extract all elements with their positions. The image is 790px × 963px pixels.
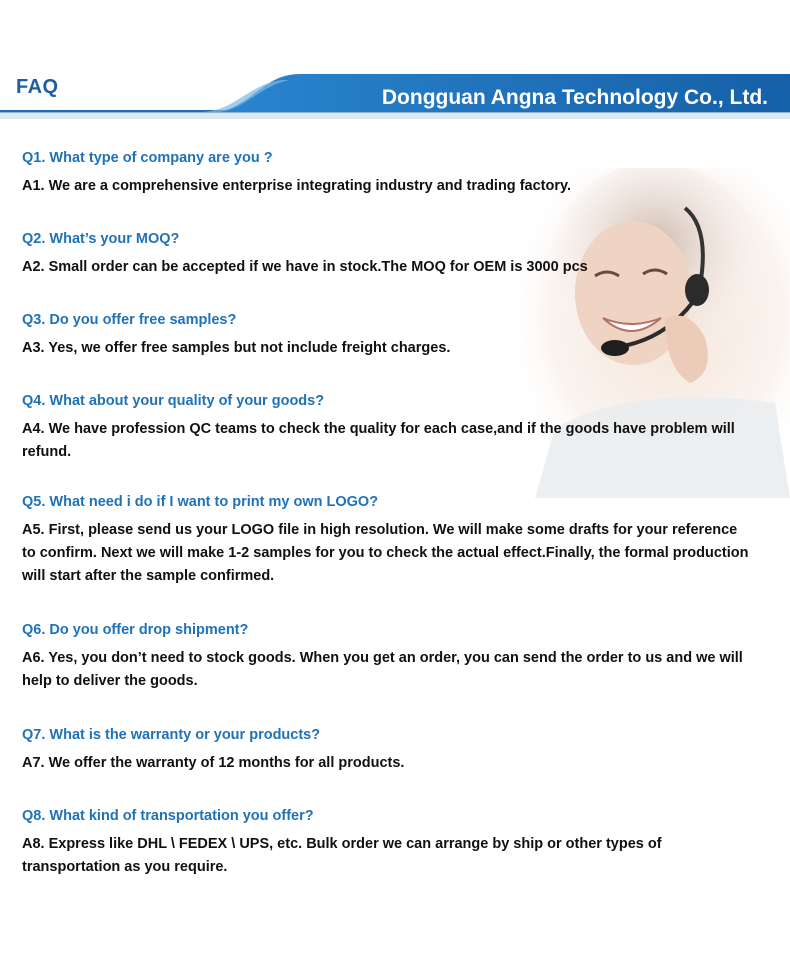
faq-answer-5: A5. First, please send us your LOGO file in high resolution. We will make some drafts for your reference to confirm. Next we will make 1-2 samples for you to check the actual effect.Finally, the formal production will start after the sample confirmed. <box>22 522 749 584</box>
faq-question-3: Q3. Do you offer free samples? <box>22 312 237 328</box>
faq-item-2 <box>22 229 752 279</box>
faq-item-1 <box>22 148 752 198</box>
faq-answer-3: A3. Yes, we offer free samples but not include freight charges. <box>22 340 451 356</box>
faq-title: FAQ <box>16 76 59 98</box>
faq-answer-7: A7. We offer the warranty of 12 months for all products. <box>22 755 405 771</box>
faq-answer-6: A6. Yes, you don’t need to stock goods. When you get an order, you can send the order to us and we will help to deliver the goods. <box>22 650 743 689</box>
faq-question-4: Q4. What about your quality of your goods? <box>22 393 325 409</box>
faq-question-8: Q8. What kind of transportation you offer? <box>22 808 314 824</box>
faq-question-6: Q6. Do you offer drop shipment? <box>22 622 249 638</box>
faq-answer-1: A1. We are a comprehensive enterprise integrating industry and trading factory. <box>22 178 571 194</box>
faq-answer-2: A2. Small order can be accepted if we have in stock.The MOQ for OEM is 3000 pcs <box>22 259 588 275</box>
faq-answer-8: A8. Express like DHL \ FEDEX \ UPS, etc. Bulk order we can arrange by ship or other types of transportation as you require. <box>22 836 662 875</box>
header-banner <box>0 0 790 130</box>
faq-question-2: Q2. What’s your MOQ? <box>22 231 180 247</box>
faq-item-7 <box>22 725 752 775</box>
faq-question-5: Q5. What need i do if I want to print my own LOGO? <box>22 494 379 510</box>
faq-item-4 <box>22 391 752 464</box>
header-banner-shape <box>0 0 790 130</box>
faq-question-7: Q7. What is the warranty or your products? <box>22 727 321 743</box>
faq-item-6 <box>22 620 752 693</box>
faq-item-5 <box>22 492 752 588</box>
faq-item-3 <box>22 310 752 360</box>
company-name: Dongguan Angna Technology Co., Ltd. <box>381 86 768 109</box>
faq-question-1: Q1. What type of company are you ? <box>22 150 273 166</box>
faq-answer-4: A4. We have profession QC teams to check the quality for each case,and if the goods have problem will refund. <box>22 421 735 460</box>
faq-item-8 <box>22 806 752 879</box>
